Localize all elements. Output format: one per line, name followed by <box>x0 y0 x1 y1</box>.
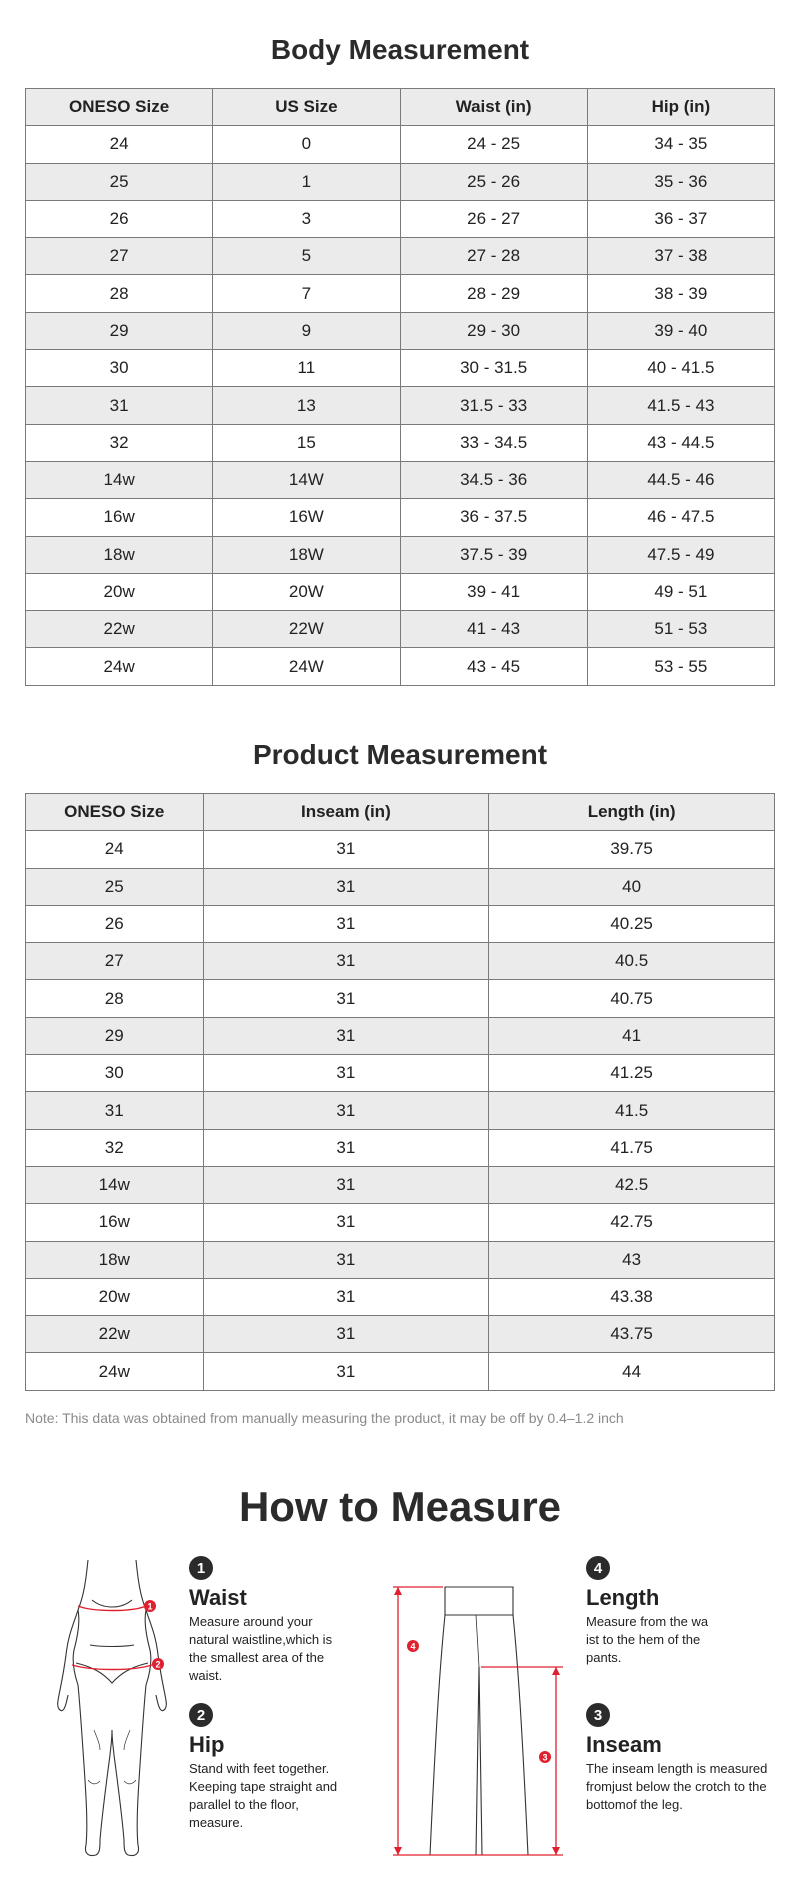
body-measurement-cell: 37.5 - 39 <box>400 536 587 573</box>
body-measurement-cell: 14w <box>26 461 213 498</box>
body-measurement-cell: 26 <box>26 200 213 237</box>
body-measurement-cell: 47.5 - 49 <box>587 536 774 573</box>
step-number-badge: 1 <box>189 1556 213 1580</box>
step-description: Stand with feet together. Keeping tape straight and parallel to the floor, measure. <box>189 1761 338 1830</box>
body-measurement-cell: 16W <box>213 499 400 536</box>
body-measurement-cell: 13 <box>213 387 400 424</box>
table-row <box>26 905 775 942</box>
body-measurement-cell: 11 <box>213 350 400 387</box>
table-row <box>26 648 775 685</box>
step-length <box>586 1556 776 1667</box>
step-inseam <box>586 1703 776 1814</box>
how-to-measure-title: How to Measure <box>238 1483 562 1530</box>
body-measurement-cell: 34.5 - 36 <box>400 461 587 498</box>
product-measurement-cell: 32 <box>26 1129 204 1166</box>
step-heading: Waist <box>189 1585 247 1610</box>
product-measurement-cell: 40.5 <box>489 943 775 980</box>
body-measurement-cell: 28 - 29 <box>400 275 587 312</box>
body-measurement-cell: 36 - 37 <box>587 200 774 237</box>
step-description: Measure from the wa ist to the hem of the pants. <box>586 1614 709 1665</box>
body-measurement-cell: 33 - 34.5 <box>400 424 587 461</box>
table-row <box>26 238 775 275</box>
product-measurement-cell: 41 <box>489 1017 775 1054</box>
table-row <box>26 1166 775 1203</box>
body-measurement-cell: 39 - 41 <box>400 573 587 610</box>
table-row <box>26 980 775 1017</box>
body-measurement-cell: 29 <box>26 312 213 349</box>
product-measurement-cell: 31 <box>203 1316 489 1353</box>
product-measurement-cell: 16w <box>26 1204 204 1241</box>
body-measurement-cell: 14W <box>213 461 400 498</box>
product-measurement-cell: 14w <box>26 1166 204 1203</box>
product-measurement-cell: 40.25 <box>489 905 775 942</box>
product-measurement-cell: 31 <box>203 1204 489 1241</box>
body-measurement-cell: 43 - 45 <box>400 648 587 685</box>
product-measurement-cell: 31 <box>203 831 489 868</box>
table-row <box>26 163 775 200</box>
table-row <box>26 126 775 163</box>
table-row <box>26 1278 775 1315</box>
body-measurement-cell: 29 - 30 <box>400 312 587 349</box>
product-measurement-header-cell: ONESO Size <box>26 794 204 831</box>
product-measurement-cell: 41.75 <box>489 1129 775 1166</box>
table-row <box>26 1092 775 1129</box>
body-measurement-cell: 41 - 43 <box>400 611 587 648</box>
product-measurement-cell: 40 <box>489 868 775 905</box>
pants-figure-illustration <box>388 1585 588 1865</box>
table-row <box>26 499 775 536</box>
product-measurement-cell: 24 <box>26 831 204 868</box>
table-row <box>26 1017 775 1054</box>
inseam-marker: 3 <box>542 1752 548 1763</box>
product-measurement-cell: 25 <box>26 868 204 905</box>
table-row <box>26 573 775 610</box>
body-measurement-cell: 7 <box>213 275 400 312</box>
body-measurement-cell: 20w <box>26 573 213 610</box>
product-measurement-cell: 31 <box>203 1278 489 1315</box>
product-measurement-cell: 31 <box>203 868 489 905</box>
product-measurement-cell: 39.75 <box>489 831 775 868</box>
body-measurement-cell: 24 - 25 <box>400 126 587 163</box>
body-measurement-cell: 41.5 - 43 <box>587 387 774 424</box>
product-measurement-cell: 27 <box>26 943 204 980</box>
product-measurement-cell: 42.75 <box>489 1204 775 1241</box>
body-measurement-cell: 26 - 27 <box>400 200 587 237</box>
product-measurement-cell: 31 <box>203 980 489 1017</box>
body-measurement-cell: 18W <box>213 536 400 573</box>
product-measurement-cell: 20w <box>26 1278 204 1315</box>
step-description: The inseam length is measured fromjust below the crotch to the bottomof the leg. <box>586 1761 768 1812</box>
body-measurement-cell: 51 - 53 <box>587 611 774 648</box>
table-row <box>26 461 775 498</box>
length-marker: 4 <box>410 1641 416 1652</box>
product-measurement-cell: 24w <box>26 1353 204 1390</box>
body-measurement-cell: 30 - 31.5 <box>400 350 587 387</box>
body-measurement-cell: 20W <box>213 573 400 610</box>
product-measurement-cell: 30 <box>26 1055 204 1092</box>
body-measurement-cell: 36 - 37.5 <box>400 499 587 536</box>
product-measurement-cell: 43 <box>489 1241 775 1278</box>
table-row <box>26 424 775 461</box>
product-measurement-cell: 31 <box>203 1017 489 1054</box>
step-number-badge: 3 <box>586 1703 610 1727</box>
product-measurement-cell: 29 <box>26 1017 204 1054</box>
body-measurement-cell: 35 - 36 <box>587 163 774 200</box>
body-measurement-cell: 34 - 35 <box>587 126 774 163</box>
product-measurement-cell: 31 <box>203 1055 489 1092</box>
table-header-row <box>26 89 775 126</box>
product-measurement-cell: 31 <box>203 943 489 980</box>
body-measurement-header-cell: US Size <box>213 89 400 126</box>
body-measurement-cell: 31 <box>26 387 213 424</box>
table-row <box>26 1204 775 1241</box>
body-measurement-cell: 27 <box>26 238 213 275</box>
product-measurement-cell: 43.38 <box>489 1278 775 1315</box>
product-measurement-table <box>25 793 775 1391</box>
step-number-badge: 4 <box>586 1556 610 1580</box>
table-row <box>26 831 775 868</box>
table-row <box>26 200 775 237</box>
table-row <box>26 943 775 980</box>
body-measurement-cell: 30 <box>26 350 213 387</box>
body-measurement-cell: 24W <box>213 648 400 685</box>
table-row <box>26 312 775 349</box>
product-measurement-cell: 41.25 <box>489 1055 775 1092</box>
product-measurement-title: Product Measurement <box>252 739 548 770</box>
body-measurement-cell: 22W <box>213 611 400 648</box>
product-measurement-cell: 40.75 <box>489 980 775 1017</box>
product-measurement-cell: 31 <box>26 1092 204 1129</box>
product-measurement-cell: 31 <box>203 905 489 942</box>
product-measurement-cell: 43.75 <box>489 1316 775 1353</box>
waist-marker: 1 <box>147 1601 153 1612</box>
step-heading: Length <box>586 1585 660 1610</box>
body-measurement-table <box>25 88 775 686</box>
table-row <box>26 611 775 648</box>
body-measurement-cell: 9 <box>213 312 400 349</box>
body-measurement-cell: 44.5 - 46 <box>587 461 774 498</box>
body-measurement-title: Body Measurement <box>270 34 530 65</box>
body-measurement-cell: 25 - 26 <box>400 163 587 200</box>
table-row <box>26 387 775 424</box>
table-row <box>26 868 775 905</box>
product-measurement-cell: 31 <box>203 1241 489 1278</box>
measurement-note: Note: This data was obtained from manually measuring the product, it may be off by 0.4–1.2 inch <box>25 1410 624 1426</box>
body-measurement-cell: 24 <box>26 126 213 163</box>
table-row <box>26 536 775 573</box>
product-measurement-cell: 42.5 <box>489 1166 775 1203</box>
product-measurement-cell: 31 <box>203 1092 489 1129</box>
body-measurement-cell: 22w <box>26 611 213 648</box>
body-measurement-cell: 24w <box>26 648 213 685</box>
body-measurement-cell: 39 - 40 <box>587 312 774 349</box>
body-measurement-cell: 28 <box>26 275 213 312</box>
product-measurement-cell: 26 <box>26 905 204 942</box>
product-measurement-cell: 31 <box>203 1129 489 1166</box>
product-measurement-cell: 28 <box>26 980 204 1017</box>
table-row <box>26 1055 775 1092</box>
step-number-badge: 2 <box>189 1703 213 1727</box>
body-measurement-cell: 3 <box>213 200 400 237</box>
body-figure-illustration <box>48 1555 178 1865</box>
body-measurement-cell: 53 - 55 <box>587 648 774 685</box>
table-row <box>26 1316 775 1353</box>
product-measurement-cell: 44 <box>489 1353 775 1390</box>
step-description: Measure around your natural waistline,which is the smallest area of the waist. <box>189 1614 333 1683</box>
body-measurement-cell: 40 - 41.5 <box>587 350 774 387</box>
body-measurement-cell: 18w <box>26 536 213 573</box>
product-measurement-cell: 22w <box>26 1316 204 1353</box>
table-row <box>26 350 775 387</box>
body-measurement-cell: 43 - 44.5 <box>587 424 774 461</box>
body-measurement-header-cell: ONESO Size <box>26 89 213 126</box>
body-measurement-cell: 0 <box>213 126 400 163</box>
product-measurement-cell: 31 <box>203 1353 489 1390</box>
table-row <box>26 1353 775 1390</box>
body-measurement-header-cell: Waist (in) <box>400 89 587 126</box>
product-measurement-cell: 31 <box>203 1166 489 1203</box>
table-row <box>26 1129 775 1166</box>
product-measurement-cell: 41.5 <box>489 1092 775 1129</box>
body-measurement-cell: 49 - 51 <box>587 573 774 610</box>
product-measurement-header-cell: Length (in) <box>489 794 775 831</box>
step-waist <box>189 1556 379 1685</box>
table-row <box>26 275 775 312</box>
step-hip <box>189 1703 379 1832</box>
table-row <box>26 1241 775 1278</box>
body-measurement-cell: 37 - 38 <box>587 238 774 275</box>
product-measurement-cell: 18w <box>26 1241 204 1278</box>
table-header-row <box>26 794 775 831</box>
step-heading: Inseam <box>586 1732 662 1757</box>
body-measurement-cell: 46 - 47.5 <box>587 499 774 536</box>
step-heading: Hip <box>189 1732 225 1757</box>
hip-marker: 2 <box>155 1659 161 1670</box>
body-measurement-cell: 25 <box>26 163 213 200</box>
body-measurement-cell: 1 <box>213 163 400 200</box>
product-measurement-header-cell: Inseam (in) <box>203 794 489 831</box>
body-measurement-cell: 32 <box>26 424 213 461</box>
body-measurement-cell: 38 - 39 <box>587 275 774 312</box>
body-measurement-cell: 31.5 - 33 <box>400 387 587 424</box>
body-measurement-cell: 16w <box>26 499 213 536</box>
body-measurement-header-cell: Hip (in) <box>587 89 774 126</box>
body-measurement-cell: 27 - 28 <box>400 238 587 275</box>
body-measurement-cell: 5 <box>213 238 400 275</box>
body-measurement-cell: 15 <box>213 424 400 461</box>
